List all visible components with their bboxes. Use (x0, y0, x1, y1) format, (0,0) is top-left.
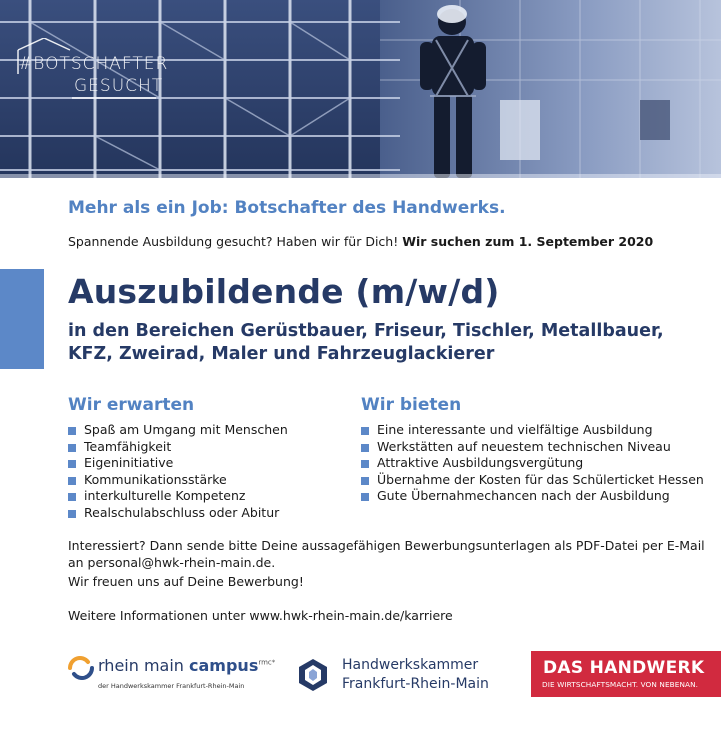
list-item: interkulturelle Kompetenz (68, 488, 288, 505)
hashtag-badge (16, 38, 169, 108)
campus-swirl-icon (66, 654, 96, 682)
expect-heading: Wir erwarten (68, 395, 195, 415)
campus-name-light: rhein main (98, 656, 190, 675)
tagline: Mehr als ein Job: Botschafter des Handwerks. (68, 198, 506, 218)
list-item: Eigeninitiative (68, 455, 288, 472)
job-title: Auszubildende (m/w/d) (68, 272, 500, 311)
campus-mark: rmc* (258, 658, 276, 667)
campus-name-bold: campus (189, 656, 259, 675)
list-item: Eine interessante und vielfältige Ausbildung (361, 422, 704, 439)
hashtag-line1: #BOTSCHAFTER (18, 54, 169, 74)
hwk-line1: Handwerkskammer (342, 657, 479, 673)
offer-heading: Wir bieten (361, 395, 462, 415)
campus-name (98, 656, 275, 675)
intro-date: Wir suchen zum 1. September 2020 (402, 234, 654, 249)
campus-logo (66, 652, 276, 696)
job-subtitle: in den Bereichen Gerüstbauer, Friseur, Tischler, Metallbauer, KFZ, Zweirad, Maler und Fahrzeuglackierer (68, 321, 664, 364)
thanks-text: Wir freuen uns auf Deine Bewerbung! (68, 574, 304, 589)
campus-subline: der Handwerkskammer Frankfurt-Rhein-Main (98, 682, 245, 690)
list-item: Werkstätten auf neuestem technischen Niveau (361, 439, 704, 456)
offer-list (361, 422, 704, 505)
dh-main-text: DAS HANDWERK (543, 658, 705, 678)
hwk-logo (296, 656, 516, 696)
intro-text (68, 234, 653, 249)
list-item: Übernahme der Kosten für das Schülerticket Hessen (361, 472, 704, 489)
list-item: Kommunikationsstärke (68, 472, 288, 489)
hwk-emblem-icon (296, 658, 330, 692)
application-instructions: Interessiert? Dann sende bitte Deine aussagefähigen Bewerbungsunterlagen als PDF-Datei per E-Mail an personal@hwk-rhein-main.de. (68, 538, 705, 570)
hero-image (0, 0, 721, 178)
das-handwerk-logo (531, 651, 721, 697)
dh-slogan: DIE WIRTSCHAFTSMACHT. VON NEBENAN. (542, 680, 699, 689)
hwk-name (342, 656, 489, 694)
hashtag-line2: GESUCHT (74, 76, 164, 96)
list-item: Teamfähigkeit (68, 439, 288, 456)
more-info-link[interactable]: Weitere Informationen unter www.hwk-rhein-main.de/karriere (68, 608, 453, 623)
intro-lead: Spannende Ausbildung gesucht? Haben wir für Dich! (68, 234, 403, 249)
hwk-line2: Frankfurt-Rhein-Main (342, 676, 489, 692)
expect-list (68, 422, 288, 521)
list-item: Attraktive Ausbildungsvergütung (361, 455, 704, 472)
list-item: Realschulabschluss oder Abitur (68, 505, 288, 522)
list-item: Spaß am Umgang mit Menschen (68, 422, 288, 439)
accent-bar (0, 269, 44, 369)
list-item: Gute Übernahmechancen nach der Ausbildung (361, 488, 704, 505)
